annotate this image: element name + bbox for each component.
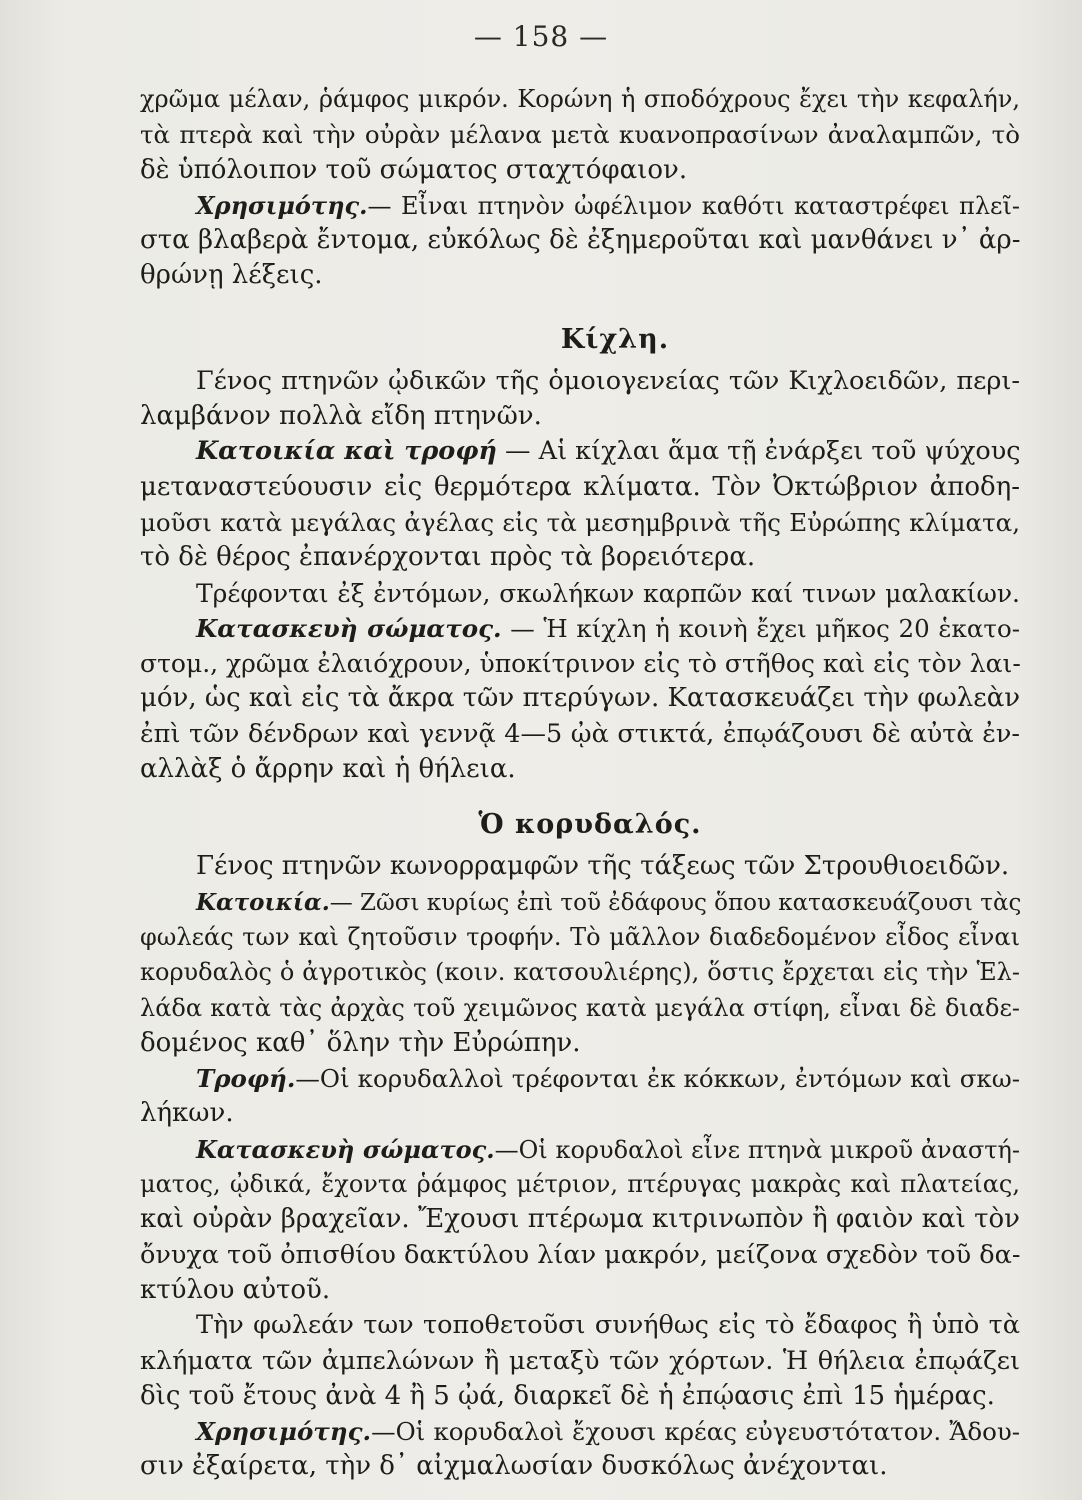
body-line: μοῦσι κατὰ μεγάλας ἀγέλας εἰς τὰ μεσημβρινὰ τῆς Εὐρώπης κλίματα, <box>140 507 1020 537</box>
body-line: κτύλου αὐτοῦ. <box>140 1274 331 1305</box>
body-line <box>140 885 1020 920</box>
body-line: σιν ἐξαίρετα, τὴν δ᾽ αἰχμαλωσίαν δυσκόλως ἀνέχονται. <box>140 1451 888 1482</box>
body-line <box>140 1061 1020 1096</box>
section-heading-kichli: Κίχλη. <box>560 323 670 355</box>
body-line: τὰ πτερὰ καὶ τὴν οὐρὰν μέλανα μετὰ κυανοπρασίνων ἀναλαμπῶν, τὸ <box>140 120 1020 150</box>
section-lead: Χρησιμότης. <box>196 1417 372 1447</box>
body-line: Τὴν φωλεάν των τοποθετοῦσι συνήθως εἰς τὸ ἔδαφος ἢ ὑπὸ τὰ <box>196 1310 1020 1341</box>
body-line: δομένος καθ᾽ ὅλην τὴν Εὐρώπην. <box>140 1027 581 1058</box>
page-number: — 158 — <box>473 20 609 53</box>
section-lead: Κατασκευὴ σώματος. <box>196 1134 495 1164</box>
section-heading-korydalos: Ὁ κορυδαλός. <box>478 809 702 841</box>
body-line <box>140 1132 1020 1167</box>
body-text: — Εἶναι πτηνὸν ὠφέλιμον καθότι καταστρέφει πλεῖ- <box>367 191 1020 220</box>
body-line: χρῶμα μέλαν, ῥάμφος μικρόν. Κορώνη ἡ σποδόχρους ἔχει τὴν κεφαλήν, <box>140 85 1020 113</box>
body-text: —Οἱ κορυδαλοὶ ἔχουσι κρέας εὐγευστότατον. Ἄδου- <box>371 1417 1020 1447</box>
body-line: στομ., χρῶμα ἐλαιόχρουν, ὑποκίτρινον εἰς τὸ στῆθος καὶ εἰς τὸν λαι- <box>140 649 1021 679</box>
body-line: αλλὰξ ὁ ἄρρην καὶ ἡ θήλεια. <box>140 754 516 785</box>
body-text: — Αἱ κίχλαι ἅμα τῇ ἐνάρξει τοῦ ψύχους <box>496 436 1021 467</box>
body-line: δὲ ὑπόλοιπον τοῦ σώματος σταχτόφαιον. <box>140 154 688 185</box>
body-line: φωλεάς των καὶ ζητοῦσιν τροφήν. Τὸ μᾶλλον διαδεδομένον εἶδος εἶναι <box>140 922 1020 951</box>
body-line: λάδα κατὰ τὰς ἀρχὰς τοῦ χειμῶνος κατὰ μεγάλα στίφη, εἶναι δὲ διαδε- <box>140 993 1020 1022</box>
body-line: ἐπὶ τῶν δένδρων καὶ γεννᾷ 4—5 ᾠὰ στικτά, ἐπῳάζουσι δὲ αὐτὰ ἐν- <box>140 718 1020 749</box>
body-line: Γένος πτηνῶν ᾠδικῶν τῆς ὁμοιογενείας τῶν Κιχλοειδῶν, περι- <box>196 365 1020 396</box>
body-line: τὸ δὲ θέρος ἐπανέρχονται πρὸς τὰ βορειότερα. <box>140 542 756 573</box>
body-line: ὄνυχα τοῦ ὀπισθίου δακτύλου λίαν μακρόν, μείζονα σχεδὸν τοῦ δα- <box>140 1239 1021 1270</box>
body-line: λήκων. <box>140 1098 234 1129</box>
body-line <box>140 188 1020 223</box>
section-lead: Κατασκευὴ σώματος. <box>196 613 502 643</box>
body-text: —Οἱ κορυδαλλοὶ τρέφονται ἐκ κόκκων, ἐντόμων καὶ σκω- <box>295 1064 1020 1094</box>
body-line: ματος, ᾠδικά, ἔχοντα ῥάμφος μέτριον, πτέρυγας μακρὰς καὶ πλατείας, <box>140 1170 1020 1199</box>
body-line <box>140 1414 1020 1449</box>
section-lead: Κατοικία. <box>196 888 330 916</box>
body-line: μόν, ὡς καὶ εἰς τὰ ἄκρα τῶν πτερύγων. Κατασκευάζει τὴν φωλεὰν <box>140 683 1021 714</box>
body-text: — Ζῶσι κυρίως ἐπὶ τοῦ ἐδάφους ὅπου κατασκευάζουσι τὰς <box>329 889 1022 916</box>
body-line <box>140 611 1020 646</box>
section-lead: Τροφή. <box>196 1064 296 1094</box>
body-line: δὶς τοῦ ἔτους ἀνὰ 4 ἢ 5 ᾠά, διαρκεῖ δὲ ἡ ἐπῴασις ἐπὶ 15 ἡμέρας. <box>140 1380 995 1411</box>
body-line <box>140 434 1020 469</box>
body-text: — Ἡ κίχλη ἡ κοινὴ ἔχει μῆκος 20 ἑκατο- <box>501 613 1020 643</box>
body-line: Γένος πτηνῶν κωνορραμφῶν τῆς τάξεως τῶν Στρουθιοειδῶν. <box>196 851 1010 882</box>
page-body <box>140 82 1020 1485</box>
body-line: κλήματα τῶν ἀμπελώνων ἢ μεταξὺ τῶν χόρτων. Ἡ θήλεια ἐπῳάζει <box>140 1345 1020 1376</box>
body-line: θρώνῃ λέξεις. <box>140 260 323 291</box>
body-line: Τρέφονται ἐξ ἐντόμων, σκωλήκων καρπῶν καί τινων μαλακίων. <box>196 578 1020 608</box>
body-line: κορυδαλὸς ὁ ἀγροτικὸς (κοιν. κατσουλιέρης), ὅστις ἔρχεται εἰς τὴν Ἑλ- <box>140 958 1020 987</box>
body-line: καὶ οὐρὰν βραχεῖαν. Ἔχουσι πτέρωμα κιτρινωπὸν ἢ φαιὸν καὶ τὸν <box>140 1204 1020 1235</box>
section-lead: Κατοικία καὶ τροφή <box>196 436 497 467</box>
body-line: στα βλαβερὰ ἔντομα, εὐκόλως δὲ ἐξημεροῦται καὶ μανθάνει ν᾽ ἀρ- <box>140 225 1021 256</box>
body-text: —Οἱ κορυδαλοὶ εἶνε πτηνὰ μικροῦ ἀναστή- <box>494 1135 1020 1164</box>
body-line: μεταναστεύουσιν εἰς θερμότερα κλίματα. Τὸν Ὀκτώβριον ἀποδη- <box>140 471 1020 502</box>
body-line: λαμβάνον πολλὰ εἴδη πτηνῶν. <box>140 401 542 432</box>
section-lead: Χρησιμότης. <box>196 190 368 220</box>
